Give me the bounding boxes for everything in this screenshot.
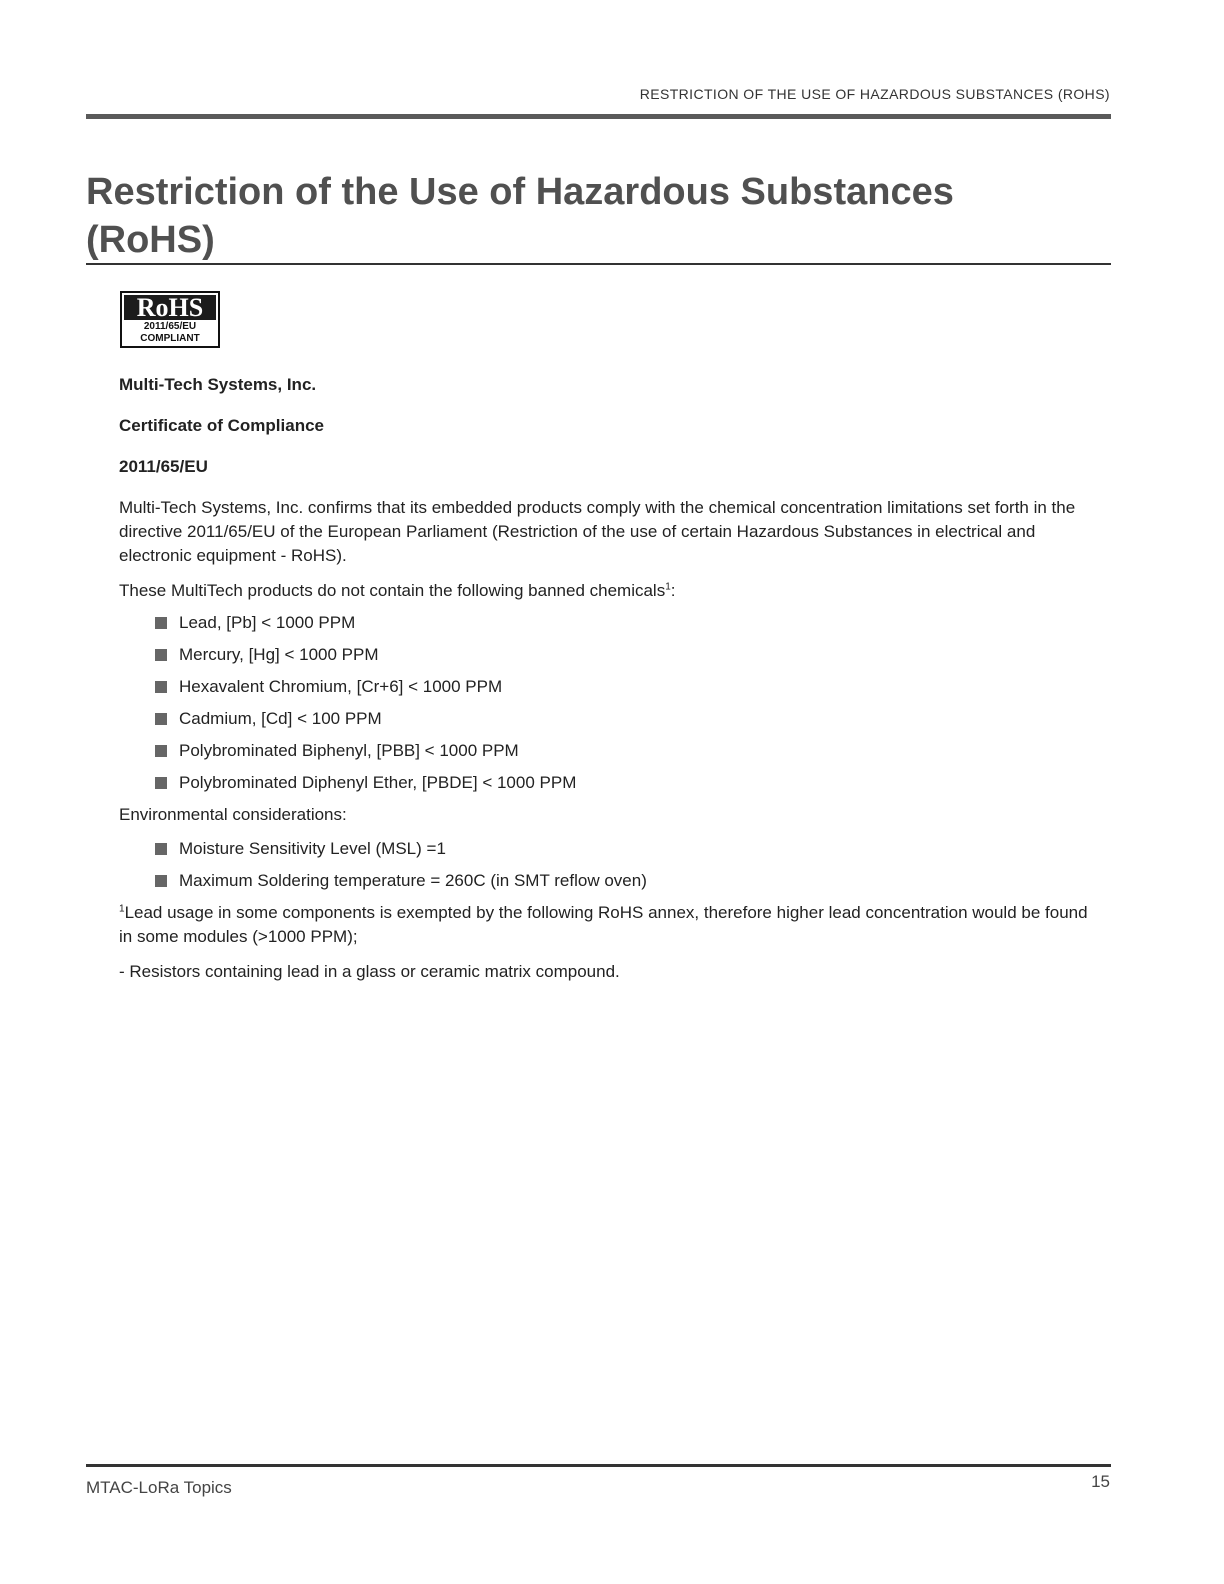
- bullet-square-icon: [155, 875, 167, 887]
- list-item-text: Polybrominated Diphenyl Ether, [PBDE] < 1000 PPM: [179, 773, 577, 792]
- certificate-heading: Certificate of Compliance: [119, 416, 324, 435]
- list-item-text: Cadmium, [Cd] < 100 PPM: [179, 709, 382, 728]
- bullet-square-icon: [155, 745, 167, 757]
- title-rule: [86, 263, 1111, 265]
- banned-chemicals-list: [119, 607, 1104, 799]
- footnote-text: Lead usage in some components is exempted by the following RoHS annex, therefore higher lead concentration would be found in some modules (>1000 PPM);: [119, 903, 1088, 946]
- rohs-compliant-logo: [120, 291, 220, 348]
- banned-chemicals-intro: [119, 579, 1104, 603]
- list-item: [155, 735, 1104, 767]
- banned-intro-text: These MultiTech products do not contain the following banned chemicals: [119, 581, 666, 600]
- bullet-square-icon: [155, 681, 167, 693]
- list-item-text: Lead, [Pb] < 1000 PPM: [179, 613, 356, 632]
- running-header: RESTRICTION OF THE USE OF HAZARDOUS SUBSTANCES (ROHS): [639, 86, 1110, 102]
- environmental-heading: Environmental considerations:: [119, 805, 347, 824]
- footnote-marker: 1: [119, 903, 125, 915]
- bullet-square-icon: [155, 777, 167, 789]
- directive-number: 2011/65/EU: [119, 457, 208, 476]
- list-item-text: Maximum Soldering temperature = 260C (in SMT reflow oven): [179, 871, 647, 890]
- rohs-logo-mark: RoHS: [124, 295, 216, 320]
- list-item-text: Mercury, [Hg] < 1000 PPM: [179, 645, 379, 664]
- compliance-statement: Multi-Tech Systems, Inc. confirms that its embedded products comply with the chemical concentration limitations set forth in the directive 2011/65/EU of the European Parliament (Restriction of the use of certain Hazardous Substances in electrical and electronic equipment - RoHS).: [119, 498, 1076, 565]
- list-item: [155, 767, 1104, 799]
- lead-footnote: [119, 901, 1104, 949]
- bullet-square-icon: [155, 617, 167, 629]
- page-title-line-2: (RoHS): [86, 219, 215, 261]
- list-item: [155, 833, 1104, 865]
- list-item: [155, 703, 1104, 735]
- bullet-square-icon: [155, 713, 167, 725]
- footnote-ref: 1: [665, 581, 671, 593]
- page-title-line-1: Restriction of the Use of Hazardous Substances: [86, 171, 954, 213]
- certificate-body: [119, 373, 1104, 984]
- exemption-line: - Resistors containing lead in a glass or ceramic matrix compound.: [119, 962, 620, 981]
- list-item: [155, 671, 1104, 703]
- banned-intro-suffix: :: [670, 581, 676, 600]
- page-title: [86, 168, 1086, 264]
- company-name: Multi-Tech Systems, Inc.: [119, 375, 317, 394]
- bullet-square-icon: [155, 649, 167, 661]
- footer-rule: [86, 1464, 1111, 1467]
- footer-doc-title: MTAC-LoRa Topics: [86, 1478, 232, 1497]
- list-item: [155, 607, 1104, 639]
- list-item: [155, 865, 1104, 897]
- list-item-text: Polybrominated Biphenyl, [PBB] < 1000 PPM: [179, 741, 519, 760]
- page-number: 15: [1091, 1472, 1110, 1491]
- list-item-text: Moisture Sensitivity Level (MSL) =1: [179, 839, 446, 858]
- rohs-logo-status: COMPLIANT: [140, 333, 200, 344]
- environmental-list: [119, 833, 1104, 897]
- list-item: [155, 639, 1104, 671]
- header-rule: [86, 114, 1111, 119]
- list-item-text: Hexavalent Chromium, [Cr+6] < 1000 PPM: [179, 677, 503, 696]
- rohs-logo-directive: 2011/65/EU: [143, 321, 197, 332]
- bullet-square-icon: [155, 843, 167, 855]
